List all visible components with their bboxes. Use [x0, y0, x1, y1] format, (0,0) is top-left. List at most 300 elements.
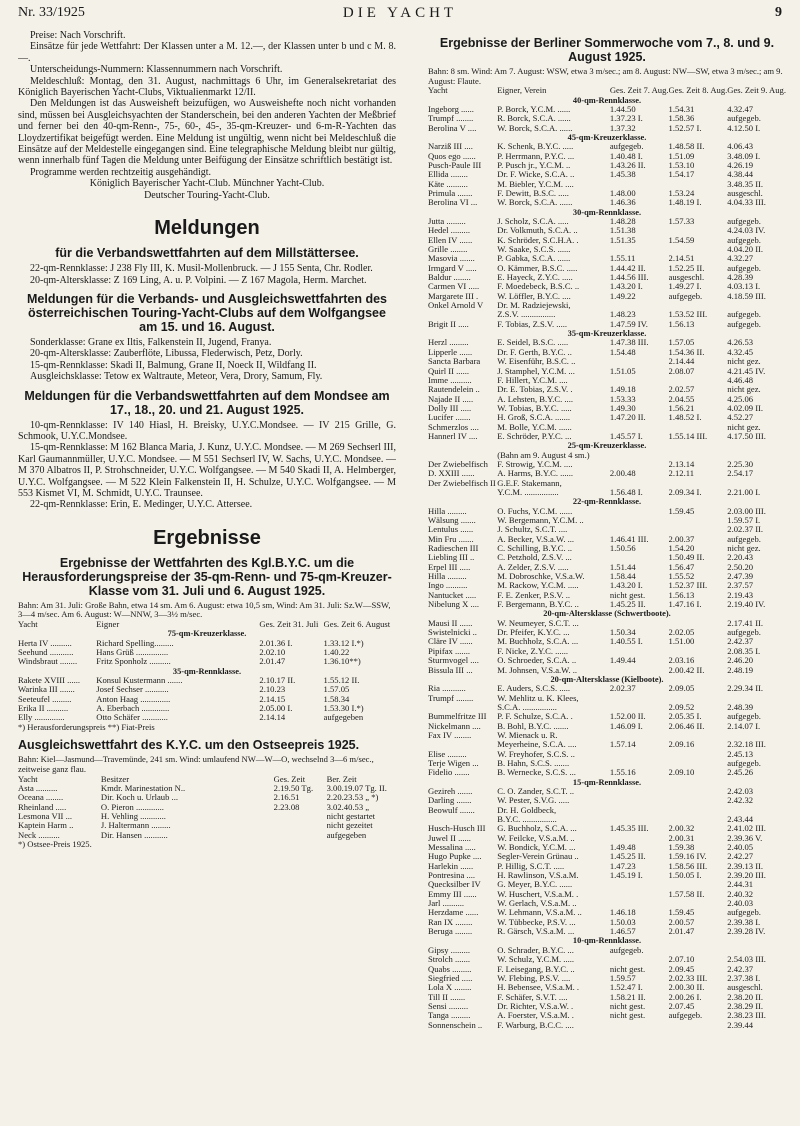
- table-cell: 2.14.15: [259, 694, 286, 704]
- table-row: [18, 784, 396, 793]
- paragraph: 22-qm-Rennklasse: Erin, E. Medinger, U.Y.C. Attersee.: [30, 499, 253, 511]
- table-cell: 4.17.50 III.: [727, 431, 766, 441]
- table-cell: nicht gez.: [727, 422, 761, 432]
- paragraph: Sonderklasse: Grane ex Iltis, Falkenstein II, Jugend, Franya.: [30, 336, 272, 348]
- table-cell: Rautendelein ..: [428, 385, 480, 395]
- table-row: [428, 703, 786, 712]
- table-cell: 2.16.51: [273, 793, 300, 803]
- table-cell: [669, 226, 728, 235]
- table-row: [428, 451, 786, 460]
- table-cell: Konsul Kustermann .......: [96, 676, 183, 686]
- wolfgang-heading: Meldungen für die Verbands- und Ausgleichswettfahrten des österreichischen Touring-Yacht-Clubs auf dem Wolfgangsee am 15. und 16. August.: [27, 291, 387, 334]
- table-row: [428, 170, 786, 179]
- table-cell: 2.17.41 II.: [727, 618, 764, 628]
- table-cell: W. Schulz, Y.C.M. .....: [497, 955, 575, 965]
- table-cell: O. Pieron .............: [100, 802, 164, 812]
- table-cell: E. Seidel, B.S.C. .....: [497, 338, 569, 348]
- table-row: [428, 759, 786, 768]
- table-cell: 4.12.50 I.: [727, 123, 761, 133]
- table-row: [428, 114, 786, 123]
- table-cell: W. Bondick, Y.C.M. ...: [497, 843, 576, 853]
- table-cell: 2.00.48: [609, 469, 636, 479]
- table-cell: 2.42.32: [727, 796, 754, 806]
- table-cell: Hilla .........: [428, 506, 467, 516]
- table-cell: Ges. Zeit: [273, 774, 306, 784]
- table-cell: 1.55.11: [609, 254, 636, 264]
- table-cell: Harlekin ......: [428, 861, 474, 871]
- table-row: [428, 684, 786, 693]
- table-cell: W. Gerlach, V.S.a.M. ..: [497, 899, 577, 909]
- table-row: [428, 469, 786, 478]
- table-cell: M. Biebler, Y.C.M. ....: [497, 179, 574, 189]
- table-cell: 2.32.18 III.: [727, 740, 766, 750]
- paragraph: 20-qm-Altersklasse: Z 169 Ling, A. u. P. Volpini. — Z 167 Magola, Herm. Marchet.: [30, 274, 367, 286]
- table-cell: F. Tobias, Z.S.V. .....: [497, 319, 568, 329]
- table-cell: P. F. Schulze, S.C.A. .: [497, 712, 573, 722]
- table-cell: [669, 787, 728, 796]
- table-row: [428, 768, 786, 777]
- table-cell: aufgegeb.: [727, 310, 761, 320]
- table-cell: A. Zelder, Z.S.V. .....: [497, 562, 569, 572]
- table-cell: Ges. Zeit 31. Juli: [259, 619, 319, 629]
- table-cell: 4.32.47: [727, 104, 754, 114]
- table-cell: Mausi II ......: [428, 618, 473, 628]
- table-cell: 2.02.57: [668, 385, 695, 395]
- table-cell: Beowulf .......: [428, 805, 475, 815]
- paragraph: 15-qm-Rennklasse: Skadi II, Balmung, Grane II, Noeck II, Wildfang II.: [30, 359, 317, 371]
- table-cell: 1.58.44: [609, 572, 636, 582]
- table-cell: 2.37.57: [727, 581, 754, 591]
- table-row: [428, 180, 786, 189]
- table-cell: 1.56.13: [668, 319, 695, 329]
- mondsee-entries: [18, 420, 396, 511]
- table-cell: 2.40.32: [727, 889, 754, 899]
- class-heading: 30-qm-Rennklasse.: [572, 207, 642, 217]
- class-heading: 25-qm-Kreuzerklasse.: [567, 441, 647, 451]
- table-cell: [610, 180, 669, 189]
- table-cell: 4.32.27: [727, 254, 754, 264]
- table-cell: H. Bebensee, V.S.a.M. .: [497, 983, 580, 993]
- table-cell: Seehund ...........: [18, 648, 74, 657]
- table-cell: [274, 821, 327, 830]
- kbyc-footnote: *) Herausforderungspreis **) Fiat-Preis: [18, 721, 155, 732]
- table-row: [428, 722, 786, 731]
- table-row: [428, 918, 786, 927]
- table-cell: 1.48.00: [609, 188, 636, 198]
- table-cell: 1.44.56 III.: [609, 273, 649, 283]
- page-number: 9: [775, 5, 782, 20]
- berlin-heading: Ergebnisse der Berliner Sommerwoche vom 7., 8. und 9. August 1925.: [439, 36, 775, 64]
- table-cell: Herzdame ......: [428, 908, 479, 918]
- ostsee-heading: Ausgleichswettfahrt des K.Y.C. um den Ostseepreis 1925.: [18, 738, 360, 753]
- table-cell: [274, 831, 327, 840]
- class-heading-row: [18, 667, 396, 676]
- table-cell: 1.47.59 IV.: [609, 319, 648, 329]
- table-cell: aufgegeb.: [668, 1011, 703, 1021]
- table-cell: 2.00.31: [668, 833, 695, 843]
- table-cell: 2.13.14: [668, 459, 695, 469]
- class-heading: 20-qm-Altersklasse (Schwertboote).: [543, 609, 671, 619]
- table-row: [428, 815, 786, 824]
- class-heading: 35-qm-Rennklasse.: [172, 666, 242, 676]
- table-cell: 2.40.05: [727, 843, 754, 853]
- table-cell: [669, 525, 728, 534]
- table-cell: Herzl .........: [428, 338, 469, 348]
- table-cell: Rakete XVIII ......: [18, 676, 81, 686]
- table-row: [428, 310, 786, 319]
- table-cell: 1.52.57 I.: [668, 123, 702, 133]
- table-cell: A. Harms, B.Y.C. ......: [497, 469, 574, 479]
- table-row: [428, 824, 786, 833]
- table-row: [428, 666, 786, 675]
- table-cell: M. Bolle, Y.C.M. ......: [497, 422, 572, 432]
- table-cell: A. Lehsten, B.Y.C. ....: [497, 394, 574, 404]
- table-cell: Besitzer: [100, 774, 130, 784]
- table-cell: A. Foerster, V.S.a.M. .: [497, 1011, 574, 1021]
- table-cell: Ges. Zeit 8. Aug.: [668, 86, 728, 96]
- table-cell: 2.38.23 III.: [727, 1011, 766, 1021]
- table-cell: 1.59.45: [668, 506, 695, 516]
- table-cell: [610, 525, 669, 534]
- table-cell: 1.46.09 I.: [609, 721, 643, 731]
- table-cell: 1.49.22: [609, 291, 636, 301]
- table-cell: aufgegeb.: [609, 142, 644, 152]
- table-cell: [669, 451, 728, 460]
- table-cell: 2.39.44: [727, 1020, 754, 1030]
- table-cell: 2.02.05: [668, 628, 695, 638]
- table-cell: 1.49.18: [609, 385, 636, 395]
- table-cell: 1.53.33: [609, 394, 636, 404]
- table-cell: [727, 301, 786, 310]
- paragraph: Preise: Nach Vorschrift.: [30, 30, 126, 41]
- table-cell: 1.46.18: [609, 908, 636, 918]
- table-cell: Sensi .........: [428, 1001, 469, 1011]
- table-row: [428, 843, 786, 852]
- berlin-course-info: Bahn: 8 sm. Wind: Am 7. August: WSW, etwa 3 m/sec.; am 8. August: NW—SW, etwa 3 m/sec.; am 9. August: Flaute.: [428, 66, 783, 86]
- table-cell: M. Buchholz, S.C.A. ...: [497, 637, 579, 647]
- table-row: [428, 712, 786, 721]
- table-cell: [610, 890, 669, 899]
- table-cell: [669, 479, 728, 488]
- table-cell: 4.06.43: [727, 142, 754, 152]
- table-cell: 1.51.09: [668, 151, 695, 161]
- table-row: [428, 507, 786, 516]
- table-cell: 1.44.42 II.: [609, 263, 646, 273]
- table-cell: 1.54.17: [668, 170, 695, 180]
- table-row: [428, 338, 786, 347]
- table-cell: [669, 647, 728, 656]
- table-cell: 1.54.36 II.: [668, 347, 705, 357]
- table-row: [428, 264, 786, 273]
- table-cell: [610, 507, 669, 516]
- table-cell: 1.48.52 I.: [668, 413, 702, 423]
- table-row: [428, 404, 786, 413]
- table-cell: 2.14.51: [668, 254, 695, 264]
- table-cell: 4.02.09 II.: [727, 403, 764, 413]
- table-cell: 1.50.49 II.: [668, 553, 705, 563]
- table-cell: Schmerzlos ....: [428, 422, 479, 432]
- table-row: [18, 648, 396, 657]
- table-cell: Z.S.V. ................: [497, 310, 556, 320]
- table-cell: Eigner, Verein: [497, 86, 547, 96]
- table-cell: 1.50.03: [609, 917, 636, 927]
- table-cell: Fritz Sponholz ..........: [96, 657, 171, 667]
- table-row: [428, 282, 786, 291]
- table-cell: 1.50.34: [609, 628, 636, 638]
- table-cell: 2.23.08: [273, 802, 300, 812]
- table-cell: 4.38.44: [727, 170, 754, 180]
- paragraph: Den Meldungen ist das Ausweisheft beizufügen, wo Ausweishefte noch nicht vorhanden sind, müssen bei Ausgleichsyachten der Standerschein, bei den anderen Yachten der Meßbrief und ferner bei den 40-qm-Renn-, 75-, 60-, 45-, 35-qm-Kreuzer- und 6-m-R-Yachten das Lloydzertifikat beigefügt werden. Eine Meldung ist ungültig, wenn nicht bei Meldeschluß die Einsätze auf der Meldestelle eingegangen sind. Eine telegraphische Meldung bleibt nur gültig, wenn innerhalb fünf Tagen die Meldung unter Beifügung der Einsätze schriftlich bestätigt ist.: [18, 98, 396, 167]
- table-cell: 1.45.57 I.: [609, 431, 643, 441]
- table-cell: nicht gezeitet: [326, 821, 373, 831]
- table-cell: [669, 731, 728, 740]
- table-cell: 3.48.09 I.: [727, 151, 761, 161]
- table-cell: [669, 796, 728, 805]
- table-cell: 1.52.00 II.: [609, 712, 646, 722]
- table-cell: Der Zwiebelfisch II: [428, 478, 496, 488]
- table-row: [428, 1002, 786, 1011]
- table-cell: 1.45.25 II.: [609, 852, 646, 862]
- table-cell: O. Fuchs, Y.C.M. ......: [497, 506, 573, 516]
- ostsee-footnote: *) Ostsee-Preis 1925.: [18, 838, 92, 849]
- table-cell: P. Hillig, S.C.T. .....: [497, 861, 565, 871]
- table-cell: G.E.F. Stakemann,: [497, 478, 562, 488]
- table-row: [428, 694, 786, 703]
- table-cell: aufgegeb.: [727, 628, 761, 638]
- table-cell: F. Warburg, B.C.C. ....: [497, 1020, 574, 1030]
- table-cell: 1.45.25 II.: [609, 600, 646, 610]
- table-cell: [669, 1021, 728, 1030]
- table-cell: [610, 731, 669, 740]
- table-row: [428, 544, 786, 553]
- table-cell: nicht gez.: [727, 544, 761, 554]
- table-cell: W. Lehmann, V.S.a.M. ..: [497, 908, 582, 918]
- table-cell: O. Schrader, B.Y.C. ...: [497, 945, 574, 955]
- table-cell: F. Bergemann, B.Y.C. ..: [497, 600, 579, 610]
- table-cell: 2.00.32: [668, 824, 695, 834]
- table-cell: Rheinland .....: [18, 802, 67, 812]
- table-cell: 2.14.07 I.: [727, 721, 761, 731]
- table-cell: Kaptein Harm ..: [18, 821, 74, 831]
- table-row: [428, 731, 786, 740]
- table-cell: Pipifax .......: [428, 646, 471, 656]
- table-cell: 1.37.32: [609, 123, 636, 133]
- table-cell: 2.03.00 III.: [727, 506, 766, 516]
- table-row: [428, 254, 786, 263]
- table-cell: Quos ego ......: [428, 151, 476, 161]
- table-cell: J. Schultz, S.C.T. ....: [497, 525, 568, 535]
- table-cell: 4.46.48: [727, 375, 754, 385]
- table-cell: 2.02.37 II.: [727, 525, 764, 535]
- table-cell: 1.59.16 IV.: [668, 852, 707, 862]
- table-cell: 1.51.38: [609, 226, 636, 236]
- table-cell: P. Pusch jr., Y.C.M. ..: [497, 160, 571, 170]
- table-cell: ausgeschl.: [668, 273, 705, 283]
- table-cell: Elise .........: [428, 749, 467, 759]
- table-cell: 1.57.05: [323, 685, 350, 695]
- left-column: [18, 30, 396, 850]
- table-cell: F. Leisegang, B.Y.C. ..: [497, 964, 575, 974]
- table-cell: Yacht: [428, 86, 448, 96]
- table-cell: 1.53.24: [668, 188, 695, 198]
- table-cell: Meyerheine, S.C.A. ....: [497, 740, 577, 750]
- table-cell: 2.42.03: [727, 786, 754, 796]
- table-cell: 2.20.43: [727, 553, 754, 563]
- table-row: [428, 226, 786, 235]
- table-row: [428, 955, 786, 964]
- table-cell: 3.00.19.07 Tg. II.: [326, 783, 387, 793]
- table-row: [428, 432, 786, 441]
- table-cell: Hedel .........: [428, 226, 471, 236]
- table-cell: 2.00.30 II.: [668, 983, 705, 993]
- table-cell: aufgegeb.: [727, 534, 761, 544]
- table-cell: 2.02.33 III.: [668, 973, 708, 983]
- table-cell: Hans Grüß ...............: [96, 648, 169, 657]
- table-cell: Trumpf ........: [428, 693, 474, 703]
- table-cell: ausgeschl.: [727, 188, 763, 198]
- table-cell: 2.38.20 II.: [727, 992, 764, 1002]
- table-cell: aufgegeb.: [727, 235, 761, 245]
- table-cell: 4.21.45 IV.: [727, 366, 766, 376]
- table-row: [428, 292, 786, 301]
- table-cell: Quecksilber IV: [428, 880, 481, 890]
- table-cell: Liebling III ..: [428, 553, 475, 563]
- table-cell: Margarete III .: [428, 291, 479, 301]
- table-cell: Siegfried .....: [428, 973, 473, 983]
- table-cell: ausgeschl.: [727, 983, 763, 993]
- table-cell: 1.48.28: [609, 217, 636, 226]
- table-cell: [610, 955, 669, 964]
- table-cell: aufgegeb.: [727, 263, 761, 273]
- table-cell: [610, 787, 669, 796]
- table-cell: 2.10.23: [259, 685, 286, 695]
- table-cell: aufgegeben: [326, 830, 367, 840]
- class-heading: 45-qm-Kreuzerklasse.: [567, 132, 647, 142]
- table-row: [428, 965, 786, 974]
- table-cell: 2.00.57: [668, 917, 695, 927]
- table-cell: W. Mienack u. R.: [497, 730, 558, 740]
- table-cell: 2.47.39: [727, 572, 754, 582]
- table-cell: 2.07.45: [668, 1001, 695, 1011]
- table-cell: 4.28.39: [727, 273, 754, 283]
- table-cell: E. Auders, S.C.S. .....: [497, 684, 571, 694]
- table-cell: Narziß III ....: [428, 142, 473, 152]
- table-cell: Berolina V ....: [428, 123, 477, 133]
- kbyc-heading: Ergebnisse der Wettfahrten des Kgl.B.Y.C. um die Herausforderungspreise der 35-qm-Renn- und 75-qm-Kreuzer-Klasse vom 31. Juli und 6. August 1925.: [22, 555, 392, 598]
- table-cell: [428, 740, 497, 749]
- table-cell: 1.57.05: [668, 338, 695, 348]
- table-cell: J. Stamphel, Y.C.M. ...: [497, 366, 575, 376]
- table-cell: 2.39.20 III.: [727, 871, 766, 881]
- table-cell: Dir. Koch u. Urlaub ...: [100, 793, 178, 803]
- table-row: [428, 852, 786, 861]
- table-cell: Eigner: [96, 619, 120, 629]
- class-heading-row: [428, 441, 786, 450]
- table-row: [18, 821, 396, 830]
- table-cell: 1.57.14: [609, 740, 636, 750]
- table-cell: Richard Spelling.........: [96, 638, 174, 648]
- table-cell: Husch-Husch III: [428, 824, 486, 834]
- table-cell: W. Huschert, V.S.a.M. .: [497, 889, 579, 899]
- table-cell: R. Borck, S.C.A. ......: [497, 114, 571, 124]
- table-row: [428, 993, 786, 1002]
- class-heading: 22-qm-Rennklasse.: [572, 497, 642, 507]
- table-cell: nicht gest.: [609, 590, 646, 600]
- table-row: [428, 628, 786, 637]
- table-cell: 2.07.10: [668, 955, 695, 965]
- table-cell: G. Buchholz, S.C.A. ...: [497, 824, 577, 834]
- table-cell: Ber. Zeit: [326, 774, 357, 784]
- table-cell: E. Schröder, P.Y.C. ...: [497, 431, 572, 441]
- table-cell: Kmdr. Marinestation N..: [100, 783, 186, 793]
- table-cell: Oceana ........: [18, 793, 64, 803]
- table-cell: W. Flebing, P.S.V. ....: [497, 973, 571, 983]
- table-row: [428, 385, 786, 394]
- table-cell: [669, 806, 728, 815]
- table-cell: Seeteufel .........: [18, 694, 72, 704]
- table-row: [18, 639, 396, 648]
- table-cell: 4.32.45: [727, 347, 754, 357]
- table-cell: 1.49.44: [609, 656, 636, 666]
- table-cell: 1.53.10: [668, 160, 695, 170]
- class-heading-row: [18, 629, 396, 638]
- table-cell: W. Feilcke, V.S.a.M. ..: [497, 833, 575, 843]
- table-cell: Carmen VI .....: [428, 282, 480, 292]
- table-cell: 2.21.00 I.: [727, 487, 761, 497]
- table-cell: 2.04.55: [668, 394, 695, 404]
- table-cell: 2.08.07: [668, 366, 695, 376]
- table-cell: Lucifer .......: [428, 413, 471, 423]
- table-cell: H. Vehling ............: [100, 811, 166, 821]
- table-cell: 1.51.00: [668, 637, 695, 647]
- table-cell: H. Rawlinson, V.S.a.M.: [497, 871, 579, 881]
- table-cell: 2.12.11: [668, 469, 695, 479]
- table-cell: Bissula III ...: [428, 665, 473, 675]
- table-cell: 3.48.35 II.: [727, 179, 764, 189]
- berlin-results-table: [428, 86, 786, 1030]
- table-row: [428, 834, 786, 843]
- paragraph: 10-qm-Rennklasse: IV 140 Hiasl, H. Breisky, U.Y.C.Mondsee. — IV 215 Grille, G. Schmook, U.Y.C.Mondsee.: [18, 419, 396, 442]
- table-cell: Dr. Richter, V.S.a.W. .: [497, 1001, 574, 1011]
- table-cell: 2.39.13 II.: [727, 861, 764, 871]
- table-cell: Erika II ..........: [18, 704, 69, 714]
- table-cell: 1.52.37 III.: [668, 581, 708, 591]
- table-cell: 1.45.38: [609, 170, 636, 180]
- table-cell: W. Borck, S.C.A. ......: [497, 123, 573, 133]
- table-cell: Dr. F. Wicke, S.C.A. ..: [497, 170, 575, 180]
- table-cell: 1.43.26 II.: [609, 160, 646, 170]
- table-cell: Najade II .....: [428, 394, 474, 404]
- table-cell: B. Bohl, B.Y.C. .......: [497, 721, 569, 731]
- table-cell: Trumpf ........: [428, 114, 474, 124]
- table-cell: Segler-Verein Grünau ..: [497, 852, 579, 862]
- table-cell: Hugo Pupke ....: [428, 852, 482, 862]
- table-row: [428, 516, 786, 525]
- table-cell: Jutta .........: [428, 217, 466, 226]
- table-cell: 2.01.36 I.: [259, 638, 293, 648]
- table-cell: 2.14.44: [668, 357, 695, 367]
- table-cell: [669, 759, 728, 768]
- table-cell: W. Saake, S.C.S. ......: [497, 245, 571, 255]
- table-cell: Nibelung X ....: [428, 600, 480, 610]
- table-cell: [610, 479, 669, 488]
- table-cell: 1.59.38: [668, 843, 695, 853]
- table-cell: Berolina VI ...: [428, 198, 478, 208]
- table-cell: 2.06.46 II.: [668, 721, 705, 731]
- table-cell: [669, 880, 728, 889]
- table-cell: 2.40.03: [727, 899, 754, 909]
- table-cell: 1.57.33: [668, 217, 695, 226]
